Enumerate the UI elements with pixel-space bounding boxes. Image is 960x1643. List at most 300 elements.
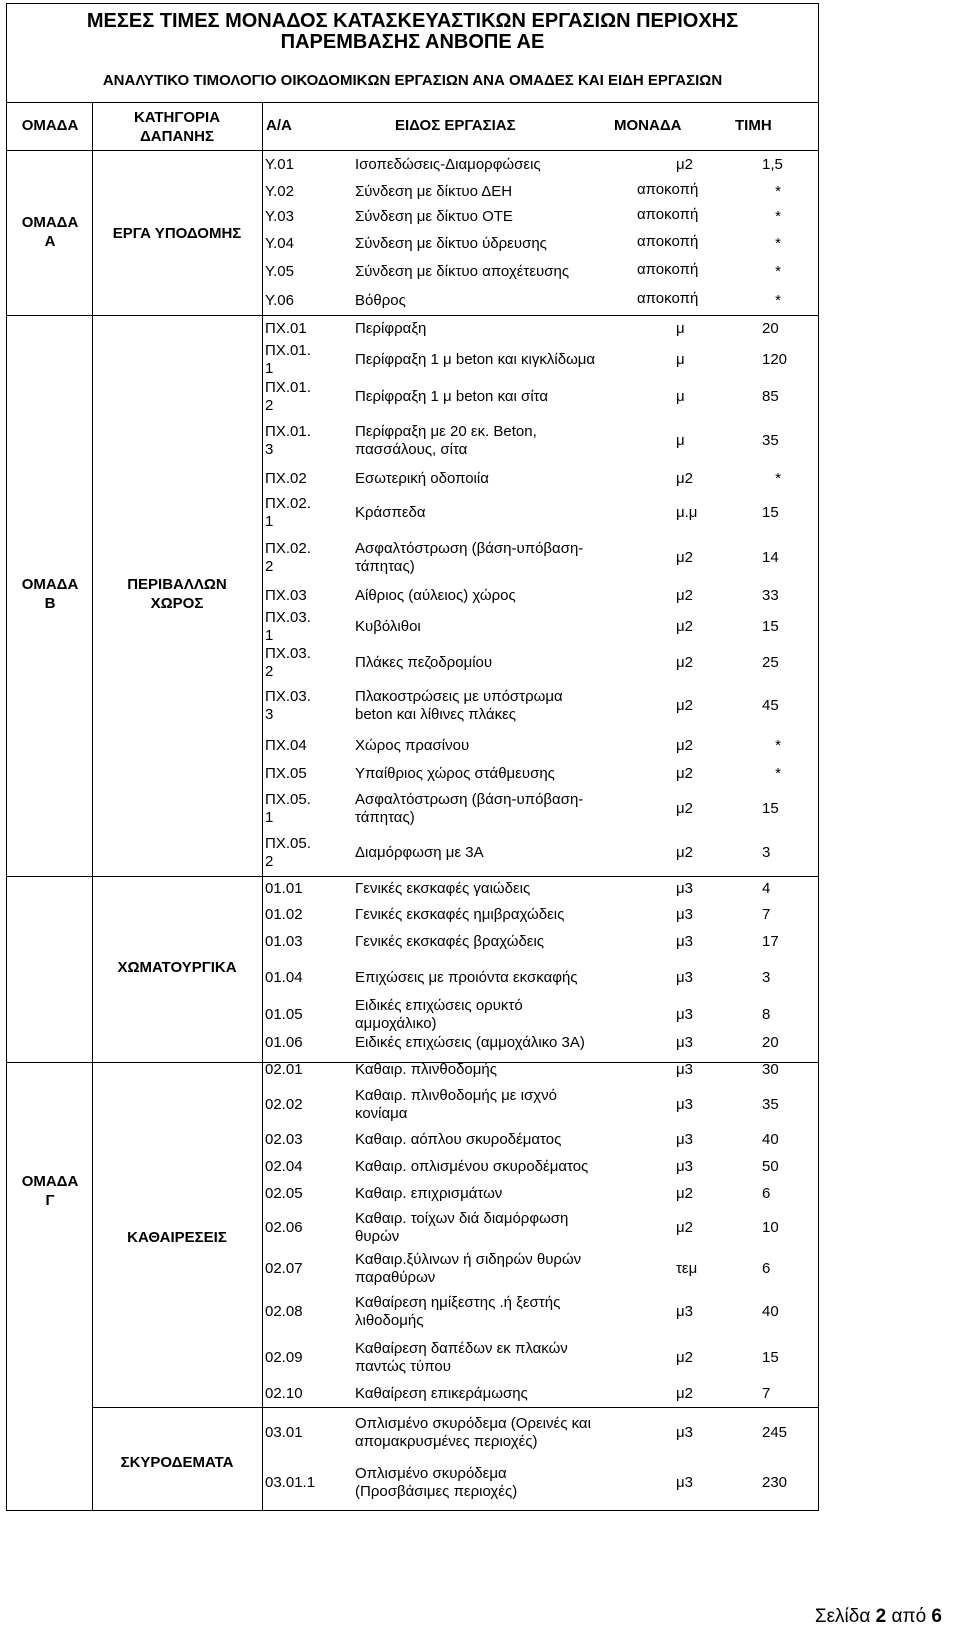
row-description-line: Καθαίρεση ημίξεστης .ή ξεστής	[355, 1293, 561, 1311]
row-unit: μ	[676, 319, 685, 337]
row-unit: μ3	[676, 1158, 693, 1175]
row-description-line: θυρών	[355, 1228, 400, 1245]
row-description-line: Χώρος πρασίνου	[355, 736, 470, 754]
row-code	[265, 1034, 303, 1052]
header-group: ΟΜΑΔΑ	[21, 117, 79, 134]
category-infrastructure	[92, 224, 262, 243]
row-unit: μ3	[676, 932, 693, 950]
row-description-line: Περίφραξη 1 μ beton και κιγκλίδωμα	[355, 351, 596, 368]
category-label: ΠΕΡΙΒΑΛΛΩΝ	[127, 576, 227, 593]
row-description	[355, 1087, 557, 1123]
row-code	[265, 906, 303, 924]
row-code	[265, 235, 294, 253]
row-unit: μ3	[676, 1096, 693, 1113]
row-description-line: Βόθρος	[355, 291, 406, 309]
category-concrete	[92, 1453, 262, 1472]
row-description	[355, 1465, 517, 1501]
row-code-line: ΠΧ.02.	[265, 539, 311, 557]
row-description	[355, 618, 421, 636]
row-description-line: παντώς τύπου	[355, 1357, 451, 1375]
row-description-line: τάπητας)	[355, 557, 415, 575]
row-description	[355, 1185, 502, 1203]
row-code-line: 02.05	[265, 1185, 303, 1202]
row-description-line: Ειδικές επιχώσεις (αμμοχάλικο 3Α)	[355, 1033, 585, 1051]
row-unit: αποκοπή	[637, 261, 699, 278]
row-code	[265, 183, 294, 201]
row-description-line: Γενικές εκσκαφές γαιώδεις	[355, 880, 531, 897]
row-price: 35	[762, 1096, 779, 1113]
row-price: 20	[762, 319, 779, 337]
row-code-line: Υ.02	[265, 182, 294, 200]
row-code	[265, 208, 294, 226]
header-aa: Α/Α	[266, 117, 292, 134]
category-label: ΚΑΘΑΙΡΕΣΕΙΣ	[127, 1229, 227, 1246]
document-subtitle: ΑΝΑΛΥΤΙΚΟ ΤΙΜΟΛΟΓΙΟ ΟΙΚΟΔΟΜΙΚΩΝ ΕΡΓΑΣΙΩΝ ΑΝΑ ΟΜΑΔΕΣ ΚΑΙ ΕΙΔΗ ΕΡΓΑΣΙΩΝ	[102, 72, 723, 89]
row-description	[355, 969, 578, 987]
row-description	[355, 880, 530, 898]
row-code	[265, 495, 311, 531]
row-description-line: (Προσβάσιμες περιοχές)	[355, 1483, 518, 1500]
grid-line	[6, 876, 819, 877]
row-description-line: Ασφαλτόστρωση (βάση-υπόβαση-	[355, 790, 584, 808]
row-description-line: beton και λίθινες πλάκες	[355, 705, 516, 723]
page-footer	[815, 1606, 942, 1628]
row-code-line: 02.10	[265, 1384, 303, 1402]
category-label: ΣΚΥΡΟΔΕΜΑΤΑ	[120, 1454, 234, 1471]
row-description	[355, 1034, 585, 1052]
row-price: *	[775, 182, 781, 200]
row-unit: μ3	[676, 1302, 693, 1320]
row-price: 3	[762, 968, 771, 986]
row-price: *	[775, 291, 781, 309]
row-code-line: 01.04	[265, 968, 303, 986]
row-description-line: Οπλισμένο σκυρόδεμα (Ορεινές και	[355, 1414, 591, 1432]
row-code	[265, 320, 307, 338]
row-price: 15	[762, 503, 779, 521]
row-unit: αποκοπή	[637, 233, 699, 250]
row-price: 6	[762, 1185, 771, 1202]
row-code	[265, 609, 311, 645]
row-price: 14	[762, 548, 779, 566]
row-price: 20	[762, 1033, 779, 1051]
row-code-line: 1	[265, 512, 274, 530]
row-price: 30	[762, 1061, 779, 1078]
group-a	[8, 213, 92, 251]
row-description	[355, 1251, 581, 1287]
row-code-line: Υ.04	[265, 235, 294, 252]
row-unit: μ.μ	[676, 503, 698, 521]
row-unit: μ2	[676, 470, 693, 487]
header-unit: ΜΟΝΑΔΑ	[614, 117, 682, 134]
title-line-1: ΜΕΣΕΣ ΤΙΜΕΣ ΜΟΝΑΔΟΣ ΚΑΤΑΣΚΕΥΑΣΤΙΚΩΝ ΕΡΓΑΣΙΩΝ ΠΕΡΙΟΧΗΣ	[86, 10, 739, 32]
row-description	[355, 997, 523, 1033]
row-description-line: Καθαιρ. πλινθοδομής με ισχνό	[355, 1087, 557, 1104]
row-description-line: πασσάλους, σίτα	[355, 440, 468, 458]
title-line-2: ΠΑΡΕΜΒΑΣΗΣ ΑΝΒΟΠΕ ΑΕ	[280, 31, 545, 53]
header-category	[92, 108, 262, 146]
row-price: 3	[762, 844, 771, 861]
group-a-label: ΟΜΑΔΑ	[21, 214, 79, 231]
row-code	[265, 1474, 315, 1492]
row-description-line: Περίφραξη	[355, 319, 427, 337]
row-price: 15	[762, 1348, 779, 1366]
row-code	[265, 1260, 303, 1278]
row-code-line: ΠΧ.03.	[265, 687, 311, 705]
row-code-line: ΠΧ.03	[265, 587, 307, 604]
row-code-line: Υ.01	[265, 156, 294, 173]
document-title	[6, 11, 819, 53]
row-unit: αποκοπή	[637, 206, 699, 223]
group-b	[8, 575, 92, 613]
row-description	[355, 292, 406, 310]
row-price: 17	[762, 932, 779, 950]
row-price: 7	[762, 906, 771, 923]
row-price: 4	[762, 880, 771, 897]
row-unit: μ2	[676, 548, 693, 566]
row-description	[355, 504, 426, 522]
group-a-letter: Α	[44, 233, 56, 250]
row-description-line: κονίαμα	[355, 1105, 408, 1122]
row-description-line: αμμοχάλικο)	[355, 1014, 437, 1032]
document-header	[6, 3, 819, 103]
row-description	[355, 1385, 528, 1403]
category-label-line2: ΧΩΡΟΣ	[150, 595, 204, 612]
row-description	[355, 765, 555, 783]
row-code-line: 02.04	[265, 1158, 303, 1175]
row-code	[265, 1349, 303, 1367]
row-code-line: ΠΧ.05.	[265, 835, 311, 852]
row-description-line: Σύνδεση με δίκτυο ΔΕΗ	[355, 182, 513, 200]
row-price: 7	[762, 1384, 771, 1402]
row-unit: μ	[676, 351, 685, 368]
row-description	[355, 1131, 561, 1149]
row-code	[265, 587, 307, 605]
row-description	[355, 208, 513, 226]
row-description-line: Οπλισμένο σκυρόδεμα	[355, 1465, 507, 1482]
category-label: ΧΩΜΑΤΟΥΡΓΙΚΑ	[117, 959, 237, 976]
row-unit: μ	[676, 431, 685, 449]
row-description-line: Καθαιρ. πλινθοδομής	[355, 1061, 497, 1078]
row-code	[265, 645, 311, 681]
row-price: 50	[762, 1158, 779, 1175]
row-unit: μ2	[676, 1348, 693, 1366]
row-price: 35	[762, 431, 779, 449]
row-code	[265, 379, 311, 415]
row-description	[355, 235, 547, 253]
row-price: 10	[762, 1219, 779, 1236]
row-code-line: 02.01	[265, 1061, 303, 1078]
row-description-line: Πλάκες πεζοδρομίου	[355, 654, 493, 671]
row-code-line: 1	[265, 360, 274, 377]
row-code-line: ΠΧ.01.	[265, 379, 311, 396]
row-description	[355, 654, 492, 672]
footer-page-number: 2	[875, 1606, 887, 1627]
row-description	[355, 263, 569, 281]
row-unit: τεμ	[676, 1259, 698, 1277]
row-code-line: 02.03	[265, 1130, 303, 1148]
group-c-label: ΟΜΑΔΑ	[21, 1173, 79, 1190]
group-c	[8, 1172, 92, 1210]
row-description	[355, 1294, 560, 1330]
category-surroundings	[92, 575, 262, 613]
row-description-line: Ειδικές επιχώσεις ορυκτό	[355, 996, 523, 1014]
row-code	[265, 1185, 303, 1203]
row-unit: μ3	[676, 880, 693, 897]
category-earthworks	[92, 958, 262, 977]
row-description-line: Περίφραξη με 20 εκ. Beton,	[355, 422, 537, 440]
row-description-line: Καθαιρ. επιχρισμάτων	[355, 1185, 503, 1202]
row-price: 25	[762, 654, 779, 671]
grid-line	[92, 1407, 819, 1408]
row-description	[355, 388, 548, 406]
row-description	[355, 1340, 568, 1376]
category-label: ΕΡΓΑ ΥΠΟΔΟΜΗΣ	[112, 225, 242, 242]
row-description-line: τάπητας)	[355, 808, 415, 826]
row-unit: μ2	[676, 1185, 693, 1202]
row-description-line: απομακρυσμένες περιοχές)	[355, 1432, 538, 1450]
row-code	[265, 880, 303, 898]
row-unit: μ3	[676, 1005, 693, 1023]
row-description	[355, 1061, 497, 1079]
grid-line	[6, 315, 819, 316]
row-price: 120	[762, 351, 788, 368]
grid-line	[92, 1062, 819, 1063]
row-code-line: 01.01	[265, 880, 303, 897]
row-code-line: Υ.05	[265, 263, 294, 280]
row-description	[355, 791, 583, 827]
category-demolitions	[92, 1228, 262, 1247]
row-price: 33	[762, 587, 779, 604]
group-c-letter: Γ	[45, 1192, 55, 1209]
row-unit: αποκοπή	[637, 289, 699, 307]
row-description-line: Γενικές εκσκαφές βραχώδεις	[355, 932, 545, 950]
row-code	[265, 1158, 303, 1176]
row-unit: μ2	[676, 618, 693, 635]
row-description	[355, 688, 563, 724]
row-code-line: ΠΧ.02.	[265, 494, 311, 512]
row-code	[265, 1385, 303, 1403]
row-code-line: 1	[265, 627, 274, 644]
row-description	[355, 737, 469, 755]
row-description-line: Καθαιρ. οπλισμένου σκυροδέματος	[355, 1158, 589, 1175]
row-description	[355, 423, 537, 459]
row-code-line: 3	[265, 440, 274, 458]
row-code-line: ΠΧ.03.	[265, 645, 311, 662]
row-price: 85	[762, 388, 779, 405]
row-code-line: 01.02	[265, 906, 303, 923]
row-code	[265, 688, 311, 724]
header-category-line2: ΔΑΠΑΝΗΣ	[140, 128, 214, 145]
footer-prefix: Σελίδα	[814, 1606, 876, 1627]
row-price: *	[775, 736, 781, 754]
row-code	[265, 969, 303, 987]
row-code-line: Υ.06	[265, 291, 294, 309]
row-unit: μ3	[676, 1033, 693, 1051]
row-code-line: 02.06	[265, 1219, 303, 1236]
row-code	[265, 1303, 303, 1321]
row-code-line: ΠΧ.01	[265, 319, 307, 337]
row-code-line: 1	[265, 808, 274, 826]
row-price: 245	[762, 1423, 788, 1441]
row-code	[265, 292, 294, 310]
row-code-line: 02.07	[265, 1259, 303, 1277]
row-description	[355, 320, 426, 338]
row-unit: μ2	[676, 156, 693, 173]
row-unit: μ2	[676, 799, 693, 817]
row-code-line: 2	[265, 557, 274, 575]
row-code	[265, 423, 311, 459]
row-code-line: 02.02	[265, 1096, 303, 1113]
row-price: *	[775, 208, 781, 225]
row-description-line: Εσωτερική οδοποιία	[355, 470, 489, 487]
row-unit: μ3	[676, 1423, 693, 1441]
row-description-line: Σύνδεση με δίκτυο ύδρευσης	[355, 235, 547, 252]
group-b-letter: Β	[44, 595, 56, 612]
row-unit: αποκοπή	[637, 180, 699, 198]
row-price: *	[775, 765, 781, 782]
row-unit: μ2	[676, 587, 693, 604]
row-code-line: Υ.03	[265, 208, 294, 225]
row-code	[265, 1096, 303, 1114]
footer-separator: από	[886, 1606, 932, 1627]
row-description-line: Σύνδεση με δίκτυο αποχέτευσης	[355, 263, 570, 280]
row-description	[355, 933, 544, 951]
row-description-line: Διαμόρφωση με 3Α	[355, 844, 484, 861]
row-description-line: Καθαίρεση επικεράμωσης	[355, 1384, 528, 1402]
row-code-line: 2	[265, 663, 274, 680]
row-unit: μ3	[676, 1474, 693, 1491]
row-code-line: 3	[265, 705, 274, 723]
row-unit: μ2	[676, 1219, 693, 1236]
row-price: 15	[762, 618, 779, 635]
row-price: *	[775, 470, 781, 487]
row-code	[265, 791, 311, 827]
row-price: 230	[762, 1474, 788, 1491]
row-price: 1,5	[762, 156, 783, 173]
row-description	[355, 844, 484, 862]
row-price: 40	[762, 1302, 779, 1320]
row-code	[265, 1131, 303, 1149]
row-description	[355, 351, 595, 369]
row-description	[355, 1210, 568, 1246]
row-unit: μ3	[676, 1061, 693, 1078]
row-description-line: Καθαιρ.ξύλινων ή σιδηρών θυρών	[355, 1250, 582, 1268]
row-code-line: ΠΧ.01.	[265, 342, 311, 359]
row-code-line: ΠΧ.05.	[265, 790, 311, 808]
row-unit: μ2	[676, 765, 693, 782]
row-code	[265, 156, 294, 174]
row-price: *	[775, 235, 781, 252]
row-code-line: 02.08	[265, 1302, 303, 1320]
row-unit: μ3	[676, 968, 693, 986]
header-price: ΤΙΜΗ	[735, 117, 772, 134]
row-code	[265, 342, 311, 378]
row-code	[265, 835, 311, 871]
row-code-line: 02.09	[265, 1348, 303, 1366]
row-description-line: Καθαίρεση δαπέδων εκ πλακών	[355, 1339, 568, 1357]
group-b-label: ΟΜΑΔΑ	[21, 576, 79, 593]
row-description-line: Επιχώσεις με προιόντα εκσκαφής	[355, 968, 578, 986]
row-description	[355, 587, 516, 605]
row-description	[355, 1415, 591, 1451]
row-code	[265, 765, 307, 783]
row-description-line: Ασφαλτόστρωση (βάση-υπόβαση-	[355, 539, 584, 557]
row-price: *	[775, 263, 781, 280]
row-description-line: Περίφραξη 1 μ beton και σίτα	[355, 388, 549, 405]
row-unit: μ2	[676, 654, 693, 671]
row-unit: μ2	[676, 1384, 693, 1402]
row-description-line: λιθοδομής	[355, 1311, 424, 1329]
row-code-line: ΠΧ.01.	[265, 422, 311, 440]
row-price: 15	[762, 799, 779, 817]
row-code-line: ΠΧ.02	[265, 470, 307, 487]
row-description-line: Κυβόλιθοι	[355, 618, 421, 635]
row-description-line: Αίθριος (αύλειος) χώρος	[355, 587, 516, 604]
row-description-line: Πλακοστρώσεις με υπόστρωμα	[355, 687, 563, 705]
row-code	[265, 1006, 303, 1024]
row-code-line: 2	[265, 853, 274, 870]
row-code-line: 01.06	[265, 1033, 303, 1051]
row-unit: μ	[676, 388, 685, 405]
grid-line	[6, 150, 819, 151]
row-unit: μ2	[676, 696, 693, 714]
row-code-line: ΠΧ.05	[265, 765, 307, 782]
row-description-line: Υπαίθριος χώρος στάθμευσης	[355, 765, 555, 782]
row-unit: μ3	[676, 1130, 693, 1148]
header-work-type: ΕΙΔΟΣ ΕΡΓΑΣΙΑΣ	[395, 117, 516, 134]
row-code-line: 03.01	[265, 1423, 303, 1441]
row-code	[265, 933, 303, 951]
row-price: 45	[762, 696, 779, 714]
row-description	[355, 1158, 588, 1176]
row-code-line: 03.01.1	[265, 1474, 316, 1491]
row-code	[265, 540, 311, 576]
row-description-line: Γενικές εκσκαφές ημιβραχώδεις	[355, 906, 565, 923]
row-description-line: Καθαιρ. αόπλου σκυροδέματος	[355, 1130, 562, 1148]
row-description-line: Καθαιρ. τοίχων διά διαμόρφωση	[355, 1210, 569, 1227]
row-code	[265, 1061, 303, 1079]
row-price: 6	[762, 1259, 771, 1277]
row-price: 40	[762, 1130, 779, 1148]
row-unit: μ3	[676, 906, 693, 923]
row-code-line: 01.03	[265, 932, 303, 950]
row-code-line: 2	[265, 397, 274, 414]
row-code	[265, 263, 294, 281]
grid-line	[262, 103, 263, 1511]
row-code-line: ΠΧ.03.	[265, 609, 311, 626]
row-code	[265, 470, 307, 488]
row-code-line: ΠΧ.04	[265, 736, 307, 754]
row-description-line: παραθύρων	[355, 1268, 436, 1286]
grid-line	[92, 103, 93, 1511]
row-code	[265, 1424, 303, 1442]
footer-page-total: 6	[931, 1606, 942, 1627]
row-unit: μ2	[676, 736, 693, 754]
row-code	[265, 737, 307, 755]
row-description-line: Ισοπεδώσεις-Διαμορφώσεις	[355, 156, 541, 173]
header-category-line1: ΚΑΤΗΓΟΡΙΑ	[133, 109, 221, 126]
row-description	[355, 540, 583, 576]
row-description	[355, 183, 512, 201]
row-unit: μ2	[676, 844, 693, 861]
row-price: 8	[762, 1005, 771, 1023]
row-code-line: 01.05	[265, 1005, 303, 1023]
row-description	[355, 906, 564, 924]
row-description	[355, 156, 541, 174]
row-description-line: Σύνδεση με δίκτυο ΟΤΕ	[355, 208, 513, 225]
row-description	[355, 470, 489, 488]
row-description-line: Κράσπεδα	[355, 503, 426, 521]
